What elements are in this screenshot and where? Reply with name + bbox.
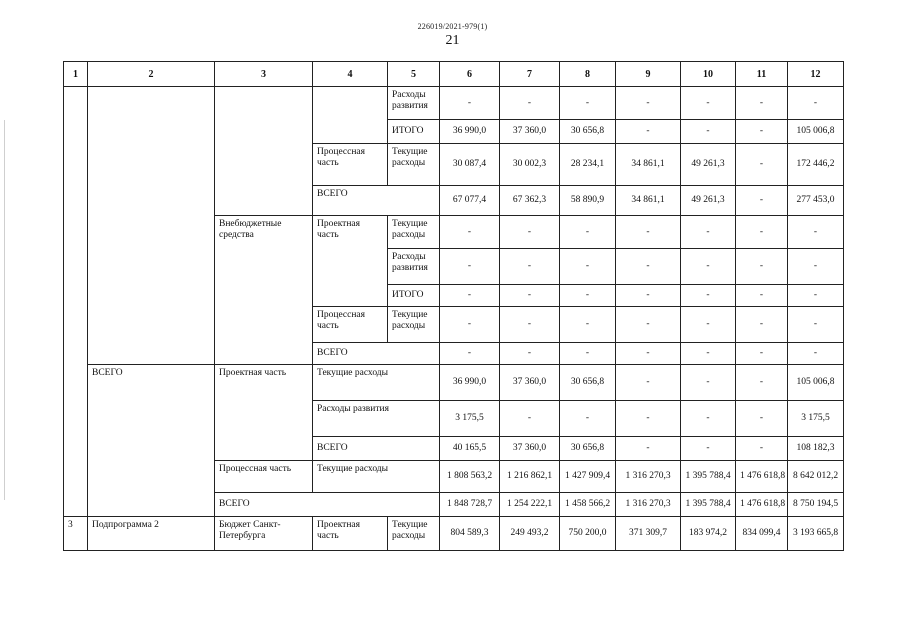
value-cell: - — [681, 401, 736, 437]
value-cell: - — [560, 343, 616, 365]
value-cell: 8 642 012,2 — [788, 461, 844, 493]
col3-cell: Внебюджетные средства — [215, 216, 313, 365]
value-cell: 804 589,3 — [440, 517, 500, 551]
col4-cell: Процессная часть — [313, 144, 388, 186]
col4-cell: Текущие расходы — [313, 461, 440, 493]
value-cell: - — [788, 307, 844, 343]
value-cell: 1 458 566,2 — [560, 493, 616, 517]
value-cell: - — [500, 401, 560, 437]
col5-cell: Текущие расходы — [388, 517, 440, 551]
value-cell: - — [500, 87, 560, 120]
col4-cell — [313, 87, 388, 144]
value-cell: - — [500, 307, 560, 343]
value-cell: 1 427 909,4 — [560, 461, 616, 493]
col4-cell: ВСЕГО — [313, 437, 440, 461]
value-cell: 49 261,3 — [681, 186, 736, 216]
col4-cell: Проектная часть — [313, 517, 388, 551]
value-cell: 58 890,9 — [560, 186, 616, 216]
value-cell: 30 656,8 — [560, 365, 616, 401]
value-cell: 3 175,5 — [440, 401, 500, 437]
col4-cell: Текущие расходы — [313, 365, 440, 401]
value-cell: - — [560, 285, 616, 307]
value-cell: - — [616, 437, 681, 461]
table-header-row — [64, 62, 844, 87]
value-cell: - — [616, 401, 681, 437]
col3-cell: Процессная часть — [215, 461, 313, 493]
value-cell: 1 254 222,1 — [500, 493, 560, 517]
value-cell: - — [736, 437, 788, 461]
value-cell: - — [500, 343, 560, 365]
col5-cell: Текущие расходы — [388, 144, 440, 186]
header-cell: 10 — [681, 62, 736, 87]
col4-cell: Расходы развития — [313, 401, 440, 437]
col3-cell — [215, 87, 313, 216]
header-cell: 9 — [616, 62, 681, 87]
value-cell: - — [500, 249, 560, 285]
value-cell: 249 493,2 — [500, 517, 560, 551]
value-cell: - — [560, 401, 616, 437]
value-cell: 750 200,0 — [560, 517, 616, 551]
page-number: 21 — [445, 33, 460, 48]
col4-cell: Проектная часть — [313, 216, 388, 307]
value-cell: - — [616, 120, 681, 144]
col3-cell: ВСЕГО — [215, 493, 440, 517]
scan-edge-mark — [4, 120, 5, 500]
value-cell: 37 360,0 — [500, 437, 560, 461]
value-cell: - — [440, 307, 500, 343]
col5-cell: ИТОГО — [388, 120, 440, 144]
value-cell: 67 077,4 — [440, 186, 500, 216]
value-cell: 37 360,0 — [500, 120, 560, 144]
header-cell: 6 — [440, 62, 500, 87]
value-cell: - — [736, 87, 788, 120]
col5-cell: Расходы развития — [388, 87, 440, 120]
value-cell: - — [681, 307, 736, 343]
value-cell: - — [736, 144, 788, 186]
value-cell: 1 476 618,8 — [736, 461, 788, 493]
value-cell: - — [616, 87, 681, 120]
col2-cell: ВСЕГО — [88, 365, 215, 517]
value-cell: - — [736, 307, 788, 343]
value-cell: - — [681, 216, 736, 249]
value-cell: 34 861,1 — [616, 144, 681, 186]
col1-cell — [64, 87, 88, 517]
value-cell: - — [736, 186, 788, 216]
value-cell: - — [560, 249, 616, 285]
value-cell: - — [788, 343, 844, 365]
header-cell: 7 — [500, 62, 560, 87]
value-cell: - — [560, 307, 616, 343]
value-cell: 108 182,3 — [788, 437, 844, 461]
value-cell: 1 216 862,1 — [500, 461, 560, 493]
value-cell: - — [616, 343, 681, 365]
header-cell: 8 — [560, 62, 616, 87]
value-cell: - — [681, 437, 736, 461]
value-cell: - — [440, 343, 500, 365]
value-cell: - — [500, 216, 560, 249]
value-cell: 1 316 270,3 — [616, 461, 681, 493]
value-cell: 3 175,5 — [788, 401, 844, 437]
value-cell: 30 656,8 — [560, 120, 616, 144]
value-cell: 37 360,0 — [500, 365, 560, 401]
value-cell: 30 002,3 — [500, 144, 560, 186]
value-cell: 172 446,2 — [788, 144, 844, 186]
value-cell: - — [616, 249, 681, 285]
value-cell: 8 750 194,5 — [788, 493, 844, 517]
value-cell: - — [736, 285, 788, 307]
value-cell: - — [736, 249, 788, 285]
col3-cell: Бюджет Санкт-Петербурга — [215, 517, 313, 551]
value-cell: - — [681, 343, 736, 365]
value-cell: - — [616, 365, 681, 401]
document-id: 226019/2021-979(1) — [417, 22, 488, 31]
header-cell: 1 — [64, 62, 88, 87]
value-cell: 105 006,8 — [788, 120, 844, 144]
value-cell: - — [616, 307, 681, 343]
value-cell: 49 261,3 — [681, 144, 736, 186]
value-cell: 371 309,7 — [616, 517, 681, 551]
header-cell: 4 — [313, 62, 388, 87]
value-cell: - — [736, 216, 788, 249]
value-cell: 1 476 618,8 — [736, 493, 788, 517]
value-cell: - — [681, 365, 736, 401]
value-cell: - — [736, 401, 788, 437]
value-cell: 1 316 270,3 — [616, 493, 681, 517]
value-cell: - — [788, 249, 844, 285]
value-cell: 34 861,1 — [616, 186, 681, 216]
col3-cell: Проектная часть — [215, 365, 313, 461]
value-cell: - — [440, 285, 500, 307]
value-cell: 28 234,1 — [560, 144, 616, 186]
value-cell: 1 395 788,4 — [681, 493, 736, 517]
value-cell: 1 395 788,4 — [681, 461, 736, 493]
value-cell: - — [616, 216, 681, 249]
value-cell: 36 990,0 — [440, 365, 500, 401]
value-cell: - — [788, 87, 844, 120]
value-cell: - — [736, 120, 788, 144]
budget-table — [63, 61, 844, 551]
col5-cell: Расходы развития — [388, 249, 440, 285]
value-cell: - — [440, 87, 500, 120]
value-cell: - — [500, 285, 560, 307]
header-cell: 11 — [736, 62, 788, 87]
col4-cell: Процессная часть — [313, 307, 388, 343]
value-cell: - — [681, 285, 736, 307]
value-cell: - — [736, 365, 788, 401]
value-cell: - — [681, 249, 736, 285]
header-cell: 5 — [388, 62, 440, 87]
value-cell: 277 453,0 — [788, 186, 844, 216]
col4-cell: ВСЕГО — [313, 343, 440, 365]
table-row — [64, 365, 844, 401]
value-cell: 1 808 563,2 — [440, 461, 500, 493]
value-cell: - — [681, 87, 736, 120]
col5-cell: Текущие расходы — [388, 216, 440, 249]
value-cell: - — [788, 216, 844, 249]
header-cell: 3 — [215, 62, 313, 87]
value-cell: 834 099,4 — [736, 517, 788, 551]
col5-cell: Текущие расходы — [388, 307, 440, 343]
value-cell: 105 006,8 — [788, 365, 844, 401]
col1-cell: 3 — [64, 517, 88, 551]
value-cell: - — [560, 216, 616, 249]
value-cell: 67 362,3 — [500, 186, 560, 216]
value-cell: 183 974,2 — [681, 517, 736, 551]
value-cell: 30 087,4 — [440, 144, 500, 186]
header-cell: 12 — [788, 62, 844, 87]
value-cell: 1 848 728,7 — [440, 493, 500, 517]
value-cell: 3 193 665,8 — [788, 517, 844, 551]
col2-cell — [88, 87, 215, 365]
value-cell: 30 656,8 — [560, 437, 616, 461]
table-row — [64, 87, 844, 120]
value-cell: 36 990,0 — [440, 120, 500, 144]
header-cell: 2 — [88, 62, 215, 87]
value-cell: - — [788, 285, 844, 307]
col5-cell: ИТОГО — [388, 285, 440, 307]
value-cell: 40 165,5 — [440, 437, 500, 461]
value-cell: - — [681, 120, 736, 144]
value-cell: - — [440, 249, 500, 285]
value-cell: - — [440, 216, 500, 249]
table-row — [64, 517, 844, 551]
col2-cell: Подпрограмма 2 — [88, 517, 215, 551]
value-cell: - — [736, 343, 788, 365]
value-cell: - — [616, 285, 681, 307]
value-cell: - — [560, 87, 616, 120]
col4-cell: ВСЕГО — [313, 186, 440, 216]
